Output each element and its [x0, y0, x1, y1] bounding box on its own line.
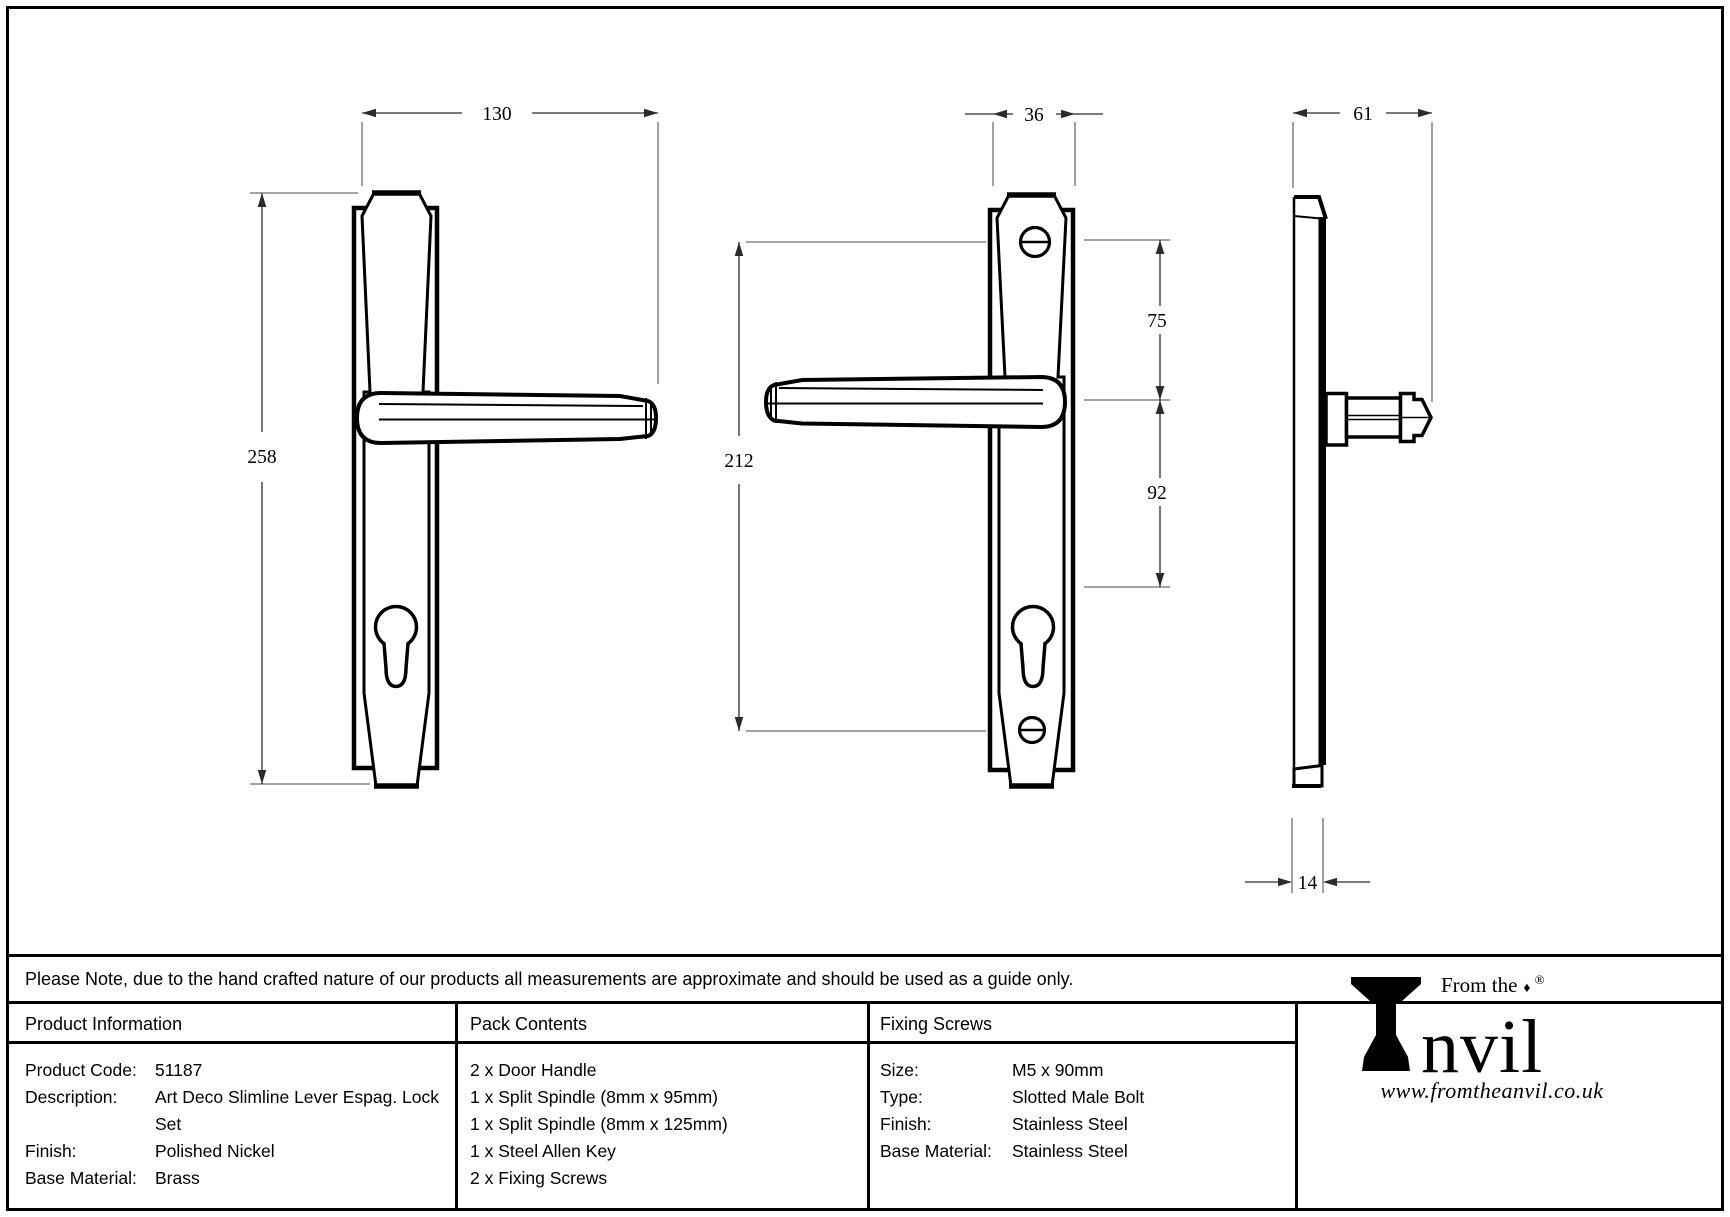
- row-label: Base Material:: [880, 1141, 992, 1161]
- row-label: Type:: [880, 1087, 923, 1107]
- row-label: Product Code:: [25, 1060, 137, 1080]
- row-label: Description:: [25, 1087, 118, 1107]
- row-label: Finish:: [25, 1141, 77, 1161]
- dim-14: 14: [1297, 873, 1318, 894]
- row-label: Base Material:: [25, 1168, 137, 1188]
- logo-website: www.fromtheanvil.co.uk: [1380, 1078, 1604, 1103]
- row-value: Stainless Steel: [1012, 1114, 1128, 1134]
- row-label: Finish:: [880, 1114, 932, 1134]
- dim-130: 130: [482, 104, 512, 125]
- pack-contents-header: Pack Contents: [470, 1014, 588, 1034]
- row-value: 51187: [155, 1060, 203, 1080]
- dim-212: 212: [724, 451, 754, 472]
- list-item: 2 x Door Handle: [470, 1060, 597, 1080]
- row-value: Stainless Steel: [1012, 1141, 1128, 1161]
- dim-36: 36: [1024, 105, 1044, 126]
- dim-61: 61: [1353, 104, 1373, 125]
- list-item: 1 x Split Spindle (8mm x 125mm): [470, 1114, 728, 1134]
- dim-258: 258: [247, 447, 277, 468]
- row-value: Polished Nickel: [155, 1141, 275, 1161]
- row-value: Slotted Male Bolt: [1012, 1087, 1145, 1107]
- list-item: 1 x Split Spindle (8mm x 95mm): [470, 1087, 718, 1107]
- fixing-screws-header: Fixing Screws: [880, 1014, 993, 1034]
- logo-from-the: From the ♦®: [1441, 972, 1545, 997]
- product-info-header: Product Information: [25, 1014, 183, 1034]
- dim-75: 75: [1147, 311, 1167, 332]
- row-label: Size:: [880, 1060, 919, 1080]
- logo-name: nvil: [1421, 1005, 1544, 1089]
- list-item: 1 x Steel Allen Key: [470, 1141, 616, 1161]
- row-value: Art Deco Slimline Lever Espag. Lock Set: [155, 1087, 440, 1134]
- registered-mark: ®: [1534, 972, 1545, 987]
- row-value: M5 x 90mm: [1012, 1060, 1104, 1080]
- diamond-icon: ♦: [1523, 981, 1531, 996]
- dim-92: 92: [1147, 483, 1167, 504]
- list-item: 2 x Fixing Screws: [470, 1168, 608, 1188]
- page-border: [6, 6, 1724, 1211]
- note-text: Please Note, due to the hand crafted nature of our products all measurements are approximate and should be used as a guide only.: [25, 968, 1074, 989]
- row-value: Brass: [155, 1168, 200, 1188]
